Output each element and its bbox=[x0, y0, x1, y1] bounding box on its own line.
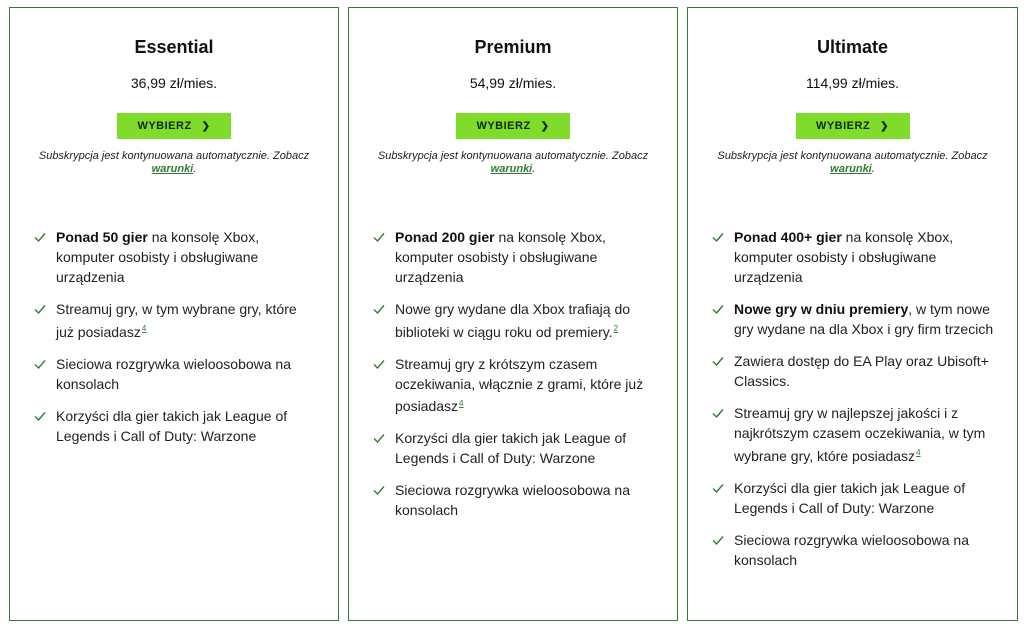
feature-text bbox=[395, 482, 630, 518]
feature-item bbox=[34, 299, 316, 342]
feature-text bbox=[56, 301, 297, 340]
feature-text bbox=[395, 301, 630, 340]
feature-description: Sieciowa rozgrywka wieloosobowa na konsolach bbox=[56, 355, 292, 392]
feature-highlight: Ponad 200 gier bbox=[395, 229, 495, 245]
feature-item bbox=[373, 354, 655, 417]
feature-item bbox=[712, 403, 995, 466]
feature-list bbox=[373, 227, 655, 532]
feature-item bbox=[712, 299, 995, 339]
renewal-note bbox=[369, 150, 657, 176]
feature-item bbox=[712, 530, 995, 570]
feature-description: na konsolę Xbox, komputer osobisty i obsługiwane urządzenia bbox=[734, 229, 954, 285]
feature-description: , w tym nowe gry wydane na dla Xbox i gry firm trzecich bbox=[734, 301, 994, 337]
feature-item bbox=[373, 480, 655, 520]
choose-button[interactable] bbox=[796, 113, 910, 139]
renewal-note-end: . bbox=[871, 163, 875, 175]
feature-text bbox=[734, 405, 985, 464]
checkmark-icon bbox=[712, 482, 724, 494]
checkmark-icon bbox=[712, 303, 724, 315]
renewal-note-text: Subskrypcja jest kontynuowana automatycznie. Zobacz bbox=[377, 150, 649, 162]
checkmark-icon bbox=[34, 231, 46, 243]
terms-link[interactable]: warunki bbox=[830, 163, 872, 175]
checkmark-icon bbox=[373, 303, 385, 315]
terms-link[interactable]: warunki bbox=[490, 163, 533, 175]
feature-item bbox=[34, 354, 316, 394]
feature-description: Streamuj gry w najlepszej jakości i z najkrótszym czasem oczekiwania, w tym wybrane gry, które posiadasz bbox=[734, 405, 986, 464]
chevron-right-icon: ❯ bbox=[201, 120, 211, 132]
feature-text bbox=[395, 229, 606, 285]
checkmark-icon bbox=[373, 484, 385, 496]
feature-item bbox=[712, 478, 995, 518]
feature-text bbox=[56, 408, 287, 444]
plan-card-essential bbox=[9, 7, 339, 621]
plan-price: 54,99 zł/mies. bbox=[469, 75, 557, 91]
feature-item bbox=[34, 227, 316, 287]
feature-item bbox=[373, 227, 655, 287]
plan-price: 36,99 zł/mies. bbox=[130, 75, 218, 91]
plan-card-ultimate bbox=[687, 7, 1018, 621]
choose-button[interactable] bbox=[117, 113, 231, 139]
feature-highlight: Nowe gry w dniu premiery bbox=[734, 301, 909, 317]
feature-list bbox=[712, 227, 995, 582]
checkmark-icon bbox=[712, 231, 724, 243]
feature-description: Korzyści dla gier takich jak League of Legends i Call of Duty: Warzone bbox=[395, 430, 627, 467]
checkmark-icon bbox=[712, 534, 724, 546]
plan-title: Essential bbox=[134, 37, 214, 57]
feature-description: Korzyści dla gier takich jak League of Legends i Call of Duty: Warzone bbox=[56, 407, 288, 444]
chevron-right-icon: ❯ bbox=[880, 120, 890, 132]
choose-button-label: WYBIERZ bbox=[137, 120, 192, 132]
footnote-link[interactable]: 2 bbox=[613, 324, 619, 333]
renewal-note-text: Subskrypcja jest kontynuowana automatycznie. Zobacz bbox=[38, 150, 310, 162]
feature-description: Korzyści dla gier takich jak League of Legends i Call of Duty: Warzone bbox=[734, 479, 966, 516]
footnote-link[interactable]: 4 bbox=[141, 324, 147, 333]
feature-description: Sieciowa rozgrywka wieloosobowa na konsolach bbox=[734, 531, 970, 568]
footnote-link[interactable]: 4 bbox=[916, 448, 921, 457]
feature-text bbox=[734, 301, 993, 337]
renewal-note bbox=[30, 150, 318, 176]
checkmark-icon bbox=[373, 432, 385, 444]
renewal-note bbox=[708, 150, 997, 176]
plan-price: 114,99 zł/mies. bbox=[805, 75, 900, 91]
checkmark-icon bbox=[712, 355, 724, 367]
checkmark-icon bbox=[34, 358, 46, 370]
feature-text bbox=[395, 430, 626, 466]
feature-description: Sieciowa rozgrywka wieloosobowa na konsolach bbox=[395, 482, 631, 519]
footnote-link[interactable]: 4 bbox=[459, 398, 464, 408]
plan-card-premium bbox=[348, 7, 678, 621]
feature-highlight: Ponad 400+ gier bbox=[734, 229, 842, 245]
feature-highlight: Ponad 50 gier bbox=[56, 229, 148, 245]
checkmark-icon bbox=[373, 231, 385, 243]
plan-title: Premium bbox=[474, 37, 552, 57]
feature-text bbox=[734, 229, 953, 285]
feature-description: Nowe gry wydane dla Xbox trafiają do biblioteki w ciągu roku od premiery. bbox=[395, 301, 631, 340]
feature-description: Zawiera dostęp do EA Play oraz Ubisoft+ Classics. bbox=[734, 353, 989, 389]
feature-item bbox=[34, 406, 316, 446]
terms-link[interactable]: warunki bbox=[151, 163, 194, 175]
feature-list bbox=[34, 227, 316, 458]
feature-description: na konsolę Xbox, komputer osobisty i obsługiwane urządzenia bbox=[56, 229, 260, 285]
renewal-note-end: . bbox=[532, 163, 536, 175]
feature-text bbox=[395, 356, 643, 415]
renewal-note-text: Subskrypcja jest kontynuowana automatycznie. Zobacz bbox=[717, 150, 988, 162]
feature-text bbox=[56, 356, 291, 392]
checkmark-icon bbox=[712, 407, 724, 419]
checkmark-icon bbox=[34, 410, 46, 422]
feature-item bbox=[373, 299, 655, 342]
feature-text bbox=[734, 353, 989, 389]
renewal-note-end: . bbox=[193, 163, 197, 175]
choose-button[interactable] bbox=[456, 113, 570, 139]
checkmark-icon bbox=[373, 358, 385, 370]
feature-text bbox=[56, 229, 259, 285]
feature-text bbox=[734, 532, 969, 568]
feature-description: na konsolę Xbox, komputer osobisty i obsługiwane urządzenia bbox=[395, 229, 606, 285]
checkmark-icon bbox=[34, 303, 46, 315]
feature-item bbox=[373, 428, 655, 468]
choose-button-label: WYBIERZ bbox=[815, 120, 871, 132]
feature-text bbox=[734, 480, 965, 516]
choose-button-label: WYBIERZ bbox=[476, 120, 531, 132]
feature-description: Streamuj gry z krótszym czasem oczekiwania, włącznie z grami, które już posiadasz bbox=[395, 355, 644, 415]
feature-item bbox=[712, 227, 995, 287]
feature-description: Streamuj gry, w tym wybrane gry, które już posiadasz bbox=[56, 301, 297, 340]
feature-item bbox=[712, 351, 995, 391]
chevron-right-icon: ❯ bbox=[540, 120, 550, 132]
plan-title: Ultimate bbox=[816, 37, 888, 57]
